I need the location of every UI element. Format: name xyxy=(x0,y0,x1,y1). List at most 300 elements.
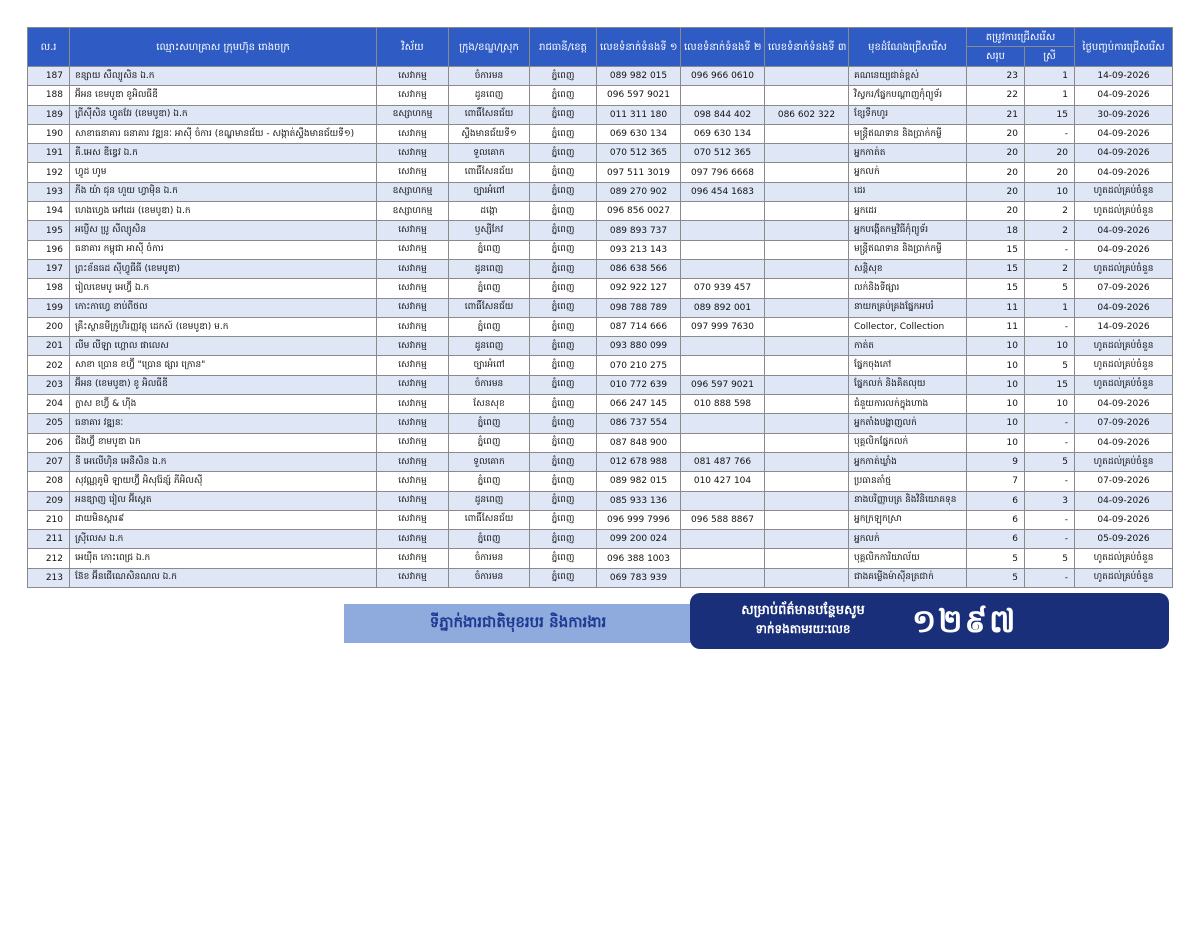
cell-female: - xyxy=(1025,433,1075,452)
cell-no: 202 xyxy=(28,356,70,375)
cell-female: 2 xyxy=(1025,259,1075,278)
table-row xyxy=(28,144,1173,163)
header-position: មុខដំណែងជ្រើសរើស xyxy=(849,28,967,67)
cell-position: ជំនួយការលក់ក្នុងហាង xyxy=(849,395,967,414)
header-phone-2: លេខទំនាក់ទំនងទី ២ xyxy=(681,28,765,67)
cell-deadline: 04-09-2026 xyxy=(1075,240,1173,259)
cell-no: 192 xyxy=(28,163,70,182)
cell-phone-3 xyxy=(765,240,849,259)
table-row xyxy=(28,163,1173,182)
cell-deadline: ហូតដល់គ្រប់ចំនួន xyxy=(1075,375,1173,394)
cell-company-name: នី អេលើហ៊ិន អេនីសិន ឯ.ក xyxy=(70,452,377,471)
cell-female: 5 xyxy=(1025,356,1075,375)
cell-phone-2: 096 966 0610 xyxy=(681,67,765,86)
cell-province: ភ្នំពេញ xyxy=(530,549,597,568)
cell-position: ផ្នែកលក់ និងគិតលុយ xyxy=(849,375,967,394)
cell-female: 20 xyxy=(1025,144,1075,163)
cell-phone-2: 097 999 7630 xyxy=(681,317,765,336)
table-row xyxy=(28,124,1173,143)
table-row xyxy=(28,549,1173,568)
table-row xyxy=(28,337,1173,356)
cell-phone-3 xyxy=(765,491,849,510)
cell-sector: សេវាកម្ម xyxy=(377,491,449,510)
cell-district: ភ្នំពេញ xyxy=(449,530,530,549)
cell-sector: សេវាកម្ម xyxy=(377,86,449,105)
cell-phone-3 xyxy=(765,86,849,105)
cell-no: 196 xyxy=(28,240,70,259)
cell-district: ពោធិ៍សែនជ័យ xyxy=(449,298,530,317)
cell-position: នាងបរិញ្ញាបត្រ និងវិនិយោគទុន xyxy=(849,491,967,510)
cell-total: 9 xyxy=(967,452,1025,471)
table-row xyxy=(28,510,1173,529)
cell-position: អ្នកកាត់ត xyxy=(849,144,967,163)
cell-phone-3 xyxy=(765,298,849,317)
agency-name: ទីភ្នាក់ងារជាតិមុខរបរ និងការងារ xyxy=(429,612,607,631)
cell-province: ភ្នំពេញ xyxy=(530,298,597,317)
cell-phone-2: 096 588 8867 xyxy=(681,510,765,529)
cell-sector: សេវាកម្ម xyxy=(377,530,449,549)
cell-company-name: កោះកាហ្វេ ខាប់ពីថល xyxy=(70,298,377,317)
cell-total: 20 xyxy=(967,202,1025,221)
cell-no: 187 xyxy=(28,67,70,86)
cell-province: ភ្នំពេញ xyxy=(530,182,597,201)
cell-company-name: គី.អេស ឌីឌ្វេវ ឯ.ក xyxy=(70,144,377,163)
cell-deadline: 30-09-2026 xyxy=(1075,105,1173,124)
cell-no: 194 xyxy=(28,202,70,221)
cell-position: អ្នកកាត់ឃ្លាំង xyxy=(849,452,967,471)
table-row xyxy=(28,240,1173,259)
cell-total: 20 xyxy=(967,163,1025,182)
cell-deadline: ហូតដល់គ្រប់ចំនួន xyxy=(1075,337,1173,356)
cell-company-name: ក្លាស ខហ្វ៊ី & ហ៊ីង xyxy=(70,395,377,414)
cell-no: 207 xyxy=(28,452,70,471)
cell-phone-2 xyxy=(681,356,765,375)
cell-company-name: ខន្សាយ សឺល្យូសិន ឯ.ក xyxy=(70,67,377,86)
cell-no: 199 xyxy=(28,298,70,317)
cell-phone-1: 085 933 136 xyxy=(597,491,681,510)
cell-position: Collector, Collection xyxy=(849,317,967,336)
cell-total: 10 xyxy=(967,395,1025,414)
cell-total: 15 xyxy=(967,279,1025,298)
cell-district: ដង្កោ xyxy=(449,202,530,221)
cell-position: មន្ត្រីឥណទាន និងប្រាក់កម្ចី xyxy=(849,124,967,143)
cell-female: 10 xyxy=(1025,337,1075,356)
cell-company-name: ស្រ៊ីលេស ឯ.ក xyxy=(70,530,377,549)
cell-total: 6 xyxy=(967,530,1025,549)
cell-sector: សេវាកម្ម xyxy=(377,240,449,259)
cell-phone-2 xyxy=(681,202,765,221)
cell-deadline: ហូតដល់គ្រប់ចំនួន xyxy=(1075,182,1173,201)
cell-deadline: 04-09-2026 xyxy=(1075,491,1173,510)
cell-position: ប្រធានតាំថ្ម xyxy=(849,472,967,491)
cell-district: ទួលគោក xyxy=(449,452,530,471)
cell-deadline: 05-09-2026 xyxy=(1075,530,1173,549)
cell-sector: សេវាកម្ម xyxy=(377,144,449,163)
cell-phone-3 xyxy=(765,414,849,433)
cell-phone-3 xyxy=(765,124,849,143)
cell-female: 15 xyxy=(1025,105,1075,124)
cell-company-name: ព្រីស៊ីសិន ហ្វូតវែរ (ខេមបូឌា) ឯ.ក xyxy=(70,105,377,124)
cell-deadline: ហូតដល់គ្រប់ចំនួន xyxy=(1075,452,1173,471)
cell-company-name: ន៊ែខ អ៊ីនជើណេសិនណល ឯ.ក xyxy=(70,568,377,587)
cell-total: 15 xyxy=(967,259,1025,278)
cell-total: 11 xyxy=(967,298,1025,317)
cell-no: 188 xyxy=(28,86,70,105)
cell-province: ភ្នំពេញ xyxy=(530,491,597,510)
cell-sector: សេវាកម្ម xyxy=(377,356,449,375)
cell-sector: ឧស្សាហកម្ម xyxy=(377,105,449,124)
cell-sector: សេវាកម្ម xyxy=(377,298,449,317)
cell-sector: សេវាកម្ម xyxy=(377,67,449,86)
cell-no: 206 xyxy=(28,433,70,452)
cell-phone-3 xyxy=(765,182,849,201)
cell-district: ពោធិ៍សែនជ័យ xyxy=(449,105,530,124)
cell-female: - xyxy=(1025,472,1075,491)
cell-total: 10 xyxy=(967,375,1025,394)
cell-total: 20 xyxy=(967,124,1025,143)
table-row xyxy=(28,530,1173,549)
cell-phone-3 xyxy=(765,337,849,356)
cell-company-name: ព្រះខ័នធដ ស៊ីហ្វូធីធី (ខេមបូឌា) xyxy=(70,259,377,278)
cell-deadline: ហូតដល់គ្រប់ចំនួន xyxy=(1075,568,1173,587)
cell-phone-1: 092 922 127 xyxy=(597,279,681,298)
cell-deadline: 04-09-2026 xyxy=(1075,221,1173,240)
cell-deadline: 04-09-2026 xyxy=(1075,433,1173,452)
cell-position: ដេរ xyxy=(849,182,967,201)
cell-company-name: សុវណ្ណភូមិ ឡាយហ្វ៊ី អិសុរ៉ែន្ស៍ ភីអិលស៊ី xyxy=(70,472,377,491)
cell-position: អ្នកក្រឡុកស្រា xyxy=(849,510,967,529)
cell-district: ចំការមន xyxy=(449,549,530,568)
cell-district: ដូនពេញ xyxy=(449,259,530,278)
cell-female: 2 xyxy=(1025,202,1075,221)
table-row xyxy=(28,182,1173,201)
cell-province: ភ្នំពេញ xyxy=(530,202,597,221)
cell-sector: សេវាកម្ម xyxy=(377,452,449,471)
cell-phone-2 xyxy=(681,240,765,259)
cell-no: 213 xyxy=(28,568,70,587)
cell-no: 193 xyxy=(28,182,70,201)
cell-phone-3 xyxy=(765,67,849,86)
cell-phone-2: 010 427 104 xyxy=(681,472,765,491)
cell-deadline: 04-09-2026 xyxy=(1075,144,1173,163)
cell-phone-2 xyxy=(681,491,765,510)
cell-district: ស្ទឹងមានជ័យទី១ xyxy=(449,124,530,143)
cell-no: 211 xyxy=(28,530,70,549)
cell-phone-1: 066 247 145 xyxy=(597,395,681,414)
cell-total: 10 xyxy=(967,356,1025,375)
cell-total: 5 xyxy=(967,549,1025,568)
cell-district: ពោធិ៍សែនជ័យ xyxy=(449,163,530,182)
cell-phone-3 xyxy=(765,510,849,529)
cell-province: ភ្នំពេញ xyxy=(530,163,597,182)
cell-phone-2: 098 844 402 xyxy=(681,105,765,124)
cell-female: 1 xyxy=(1025,298,1075,317)
cell-company-name: អនឌ្យាញ រៀល អ៊ីស្តេត xyxy=(70,491,377,510)
cell-total: 6 xyxy=(967,510,1025,529)
cell-position: វិស្វករ/ផ្នែកបណ្ដាញកុំព្យូទ័រ xyxy=(849,86,967,105)
cell-total: 10 xyxy=(967,337,1025,356)
cell-position: អ្នកដេរ xyxy=(849,202,967,221)
header-sector: វិស័យ xyxy=(377,28,449,67)
cell-district: ភ្នំពេញ xyxy=(449,279,530,298)
cell-position: បុគ្គលិកផ្នែកលក់ xyxy=(849,433,967,452)
cell-province: ភ្នំពេញ xyxy=(530,221,597,240)
table-row xyxy=(28,202,1173,221)
info-line-1: សម្រាប់ព័ត៌មានបន្ថែមសូម xyxy=(741,603,865,618)
header-phone-1: លេខទំនាក់ទំនងទី ១ xyxy=(597,28,681,67)
cell-female: - xyxy=(1025,414,1075,433)
cell-phone-3 xyxy=(765,202,849,221)
cell-province: ភ្នំពេញ xyxy=(530,510,597,529)
cell-province: ភ្នំពេញ xyxy=(530,568,597,587)
cell-phone-2 xyxy=(681,549,765,568)
cell-phone-2: 096 597 9021 xyxy=(681,375,765,394)
cell-sector: សេវាកម្ម xyxy=(377,472,449,491)
cell-phone-1: 069 630 134 xyxy=(597,124,681,143)
cell-phone-1: 098 788 789 xyxy=(597,298,681,317)
cell-district: ច្បារអំពៅ xyxy=(449,182,530,201)
cell-company-name: រៀលខេមបូ អេហ្វ៊ី ឯ.ក xyxy=(70,279,377,298)
cell-phone-3 xyxy=(765,433,849,452)
cell-deadline: 04-09-2026 xyxy=(1075,298,1173,317)
cell-district: ច្បារអំពៅ xyxy=(449,356,530,375)
cell-sector: សេវាកម្ម xyxy=(377,395,449,414)
cell-phone-2: 070 512 365 xyxy=(681,144,765,163)
cell-female: 5 xyxy=(1025,279,1075,298)
table-row xyxy=(28,279,1173,298)
header-total: សរុប xyxy=(967,47,1025,67)
cell-phone-2: 096 454 1683 xyxy=(681,182,765,201)
cell-deadline: ហូតដល់គ្រប់ចំនួន xyxy=(1075,356,1173,375)
cell-total: 10 xyxy=(967,433,1025,452)
cell-phone-3 xyxy=(765,279,849,298)
cell-district: ភ្នំពេញ xyxy=(449,317,530,336)
cell-phone-1: 097 511 3019 xyxy=(597,163,681,182)
cell-phone-1: 093 880 099 xyxy=(597,337,681,356)
cell-total: 22 xyxy=(967,86,1025,105)
table-row xyxy=(28,317,1173,336)
header-company-name: ឈ្មោះសហគ្រាស ក្រុមហ៊ុន រោងចក្រ xyxy=(70,28,377,67)
cell-no: 201 xyxy=(28,337,70,356)
cell-phone-2: 069 630 134 xyxy=(681,124,765,143)
cell-district: ចំការមន xyxy=(449,375,530,394)
cell-district: សែនសុខ xyxy=(449,395,530,414)
hotline-number: ១២៩៧ xyxy=(912,602,1018,640)
cell-company-name: ធនាគារ វឌ្ឍនៈ xyxy=(70,414,377,433)
cell-phone-3 xyxy=(765,356,849,375)
table-row xyxy=(28,356,1173,375)
cell-no: 210 xyxy=(28,510,70,529)
cell-district: ទួលគោក xyxy=(449,144,530,163)
cell-sector: ឧស្សាហកម្ម xyxy=(377,202,449,221)
cell-province: ភ្នំពេញ xyxy=(530,317,597,336)
cell-total: 23 xyxy=(967,67,1025,86)
cell-deadline: ហូតដល់គ្រប់ចំនួន xyxy=(1075,259,1173,278)
cell-position: ផ្នែកចុងភៅ xyxy=(849,356,967,375)
cell-deadline: 04-09-2026 xyxy=(1075,124,1173,143)
cell-phone-3 xyxy=(765,472,849,491)
cell-position: មន្ត្រីឥណទាន និងប្រាក់កម្ចី xyxy=(849,240,967,259)
cell-no: 209 xyxy=(28,491,70,510)
cell-sector: សេវាកម្ម xyxy=(377,317,449,336)
cell-female: 10 xyxy=(1025,182,1075,201)
cell-phone-1: 089 982 015 xyxy=(597,472,681,491)
cell-female: 15 xyxy=(1025,375,1075,394)
header-deadline: ថ្ងៃបញ្ចប់ការជ្រើសរើស xyxy=(1075,28,1173,67)
cell-female: - xyxy=(1025,124,1075,143)
header-demand: តម្រូវការជ្រើសរើស xyxy=(967,28,1075,47)
cell-phone-3 xyxy=(765,144,849,163)
cell-phone-2: 097 796 6668 xyxy=(681,163,765,182)
cell-deadline: ហូតដល់គ្រប់ចំនួន xyxy=(1075,202,1173,221)
cell-position: បុគ្គលិកការិយាល័យ xyxy=(849,549,967,568)
table-row xyxy=(28,414,1173,433)
cell-total: 21 xyxy=(967,105,1025,124)
cell-phone-1: 089 270 902 xyxy=(597,182,681,201)
cell-province: ភ្នំពេញ xyxy=(530,105,597,124)
cell-phone-1: 096 597 9021 xyxy=(597,86,681,105)
cell-deadline: 14-09-2026 xyxy=(1075,317,1173,336)
cell-female: 20 xyxy=(1025,163,1075,182)
cell-phone-3 xyxy=(765,259,849,278)
cell-total: 15 xyxy=(967,240,1025,259)
cell-female: 3 xyxy=(1025,491,1075,510)
table-row xyxy=(28,105,1173,124)
table-row xyxy=(28,67,1173,86)
cell-company-name: សាខាធនាគារ ធនាគារ វឌ្ឍនៈ អាស៊ី ចំការ (ខណ្ឌមានជ័យ - សង្កាត់ស្ទឹងមានជ័យទី១) xyxy=(70,124,377,143)
cell-phone-3 xyxy=(765,221,849,240)
cell-phone-2 xyxy=(681,568,765,587)
cell-female: 5 xyxy=(1025,452,1075,471)
cell-phone-2 xyxy=(681,337,765,356)
header-phone-3: លេខទំនាក់ទំនងទី ៣ xyxy=(765,28,849,67)
cell-phone-1: 096 856 0027 xyxy=(597,202,681,221)
cell-phone-3: 086 602 322 xyxy=(765,105,849,124)
cell-phone-1: 089 893 737 xyxy=(597,221,681,240)
table-row xyxy=(28,375,1173,394)
cell-company-name: អេយ៉ឺត កោះពេជ្រ ឯ.ក xyxy=(70,549,377,568)
cell-province: ភ្នំពេញ xyxy=(530,124,597,143)
cell-no: 190 xyxy=(28,124,70,143)
cell-sector: សេវាកម្ម xyxy=(377,375,449,394)
cell-company-name: ជីងហ្វ៊ី ខាមបូឌា ឯក xyxy=(70,433,377,452)
cell-district: ដូនពេញ xyxy=(449,491,530,510)
cell-no: 203 xyxy=(28,375,70,394)
cell-phone-2: 070 939 457 xyxy=(681,279,765,298)
cell-province: ភ្នំពេញ xyxy=(530,67,597,86)
cell-phone-1: 070 512 365 xyxy=(597,144,681,163)
cell-female: - xyxy=(1025,568,1075,587)
cell-phone-1: 096 999 7996 xyxy=(597,510,681,529)
cell-deadline: 14-09-2026 xyxy=(1075,67,1173,86)
cell-company-name: លីម លីឡា ហ្គោល ផាលេស xyxy=(70,337,377,356)
cell-deadline: 04-09-2026 xyxy=(1075,395,1173,414)
cell-female: 2 xyxy=(1025,221,1075,240)
table-row xyxy=(28,472,1173,491)
cell-phone-1: 093 213 143 xyxy=(597,240,681,259)
agency-banner xyxy=(344,604,692,643)
cell-deadline: 07-09-2026 xyxy=(1075,414,1173,433)
cell-phone-2 xyxy=(681,414,765,433)
cell-phone-2 xyxy=(681,221,765,240)
cell-district: ពោធិ៍សែនជ័យ xyxy=(449,510,530,529)
cell-province: ភ្នំពេញ xyxy=(530,240,597,259)
header-province: រាជធានី/ខេត្ត xyxy=(530,28,597,67)
cell-female: - xyxy=(1025,317,1075,336)
cell-district: ឫស្សីកែវ xyxy=(449,221,530,240)
cell-position: សន្តិសុខ xyxy=(849,259,967,278)
cell-phone-3 xyxy=(765,163,849,182)
cell-company-name: ហេងហ្វេង អៅដេរ (ខេមបូឌា) ឯ.ក xyxy=(70,202,377,221)
cell-district: ចំការមន xyxy=(449,67,530,86)
cell-company-name: សាខា ប្រោន ខហ្វ៊ី "ប្រោន ផ្សារ ក្រោន" xyxy=(70,356,377,375)
cell-phone-1: 087 848 900 xyxy=(597,433,681,452)
cell-total: 6 xyxy=(967,491,1025,510)
cell-province: ភ្នំពេញ xyxy=(530,279,597,298)
cell-province: ភ្នំពេញ xyxy=(530,144,597,163)
cell-phone-1: 087 714 666 xyxy=(597,317,681,336)
table-row xyxy=(28,259,1173,278)
cell-female: 1 xyxy=(1025,86,1075,105)
cell-total: 20 xyxy=(967,144,1025,163)
cell-phone-3 xyxy=(765,530,849,549)
cell-sector: សេវាកម្ម xyxy=(377,124,449,143)
table-row xyxy=(28,298,1173,317)
cell-position: ខ្សែទឹកហូរ xyxy=(849,105,967,124)
info-line-2: ទាក់ទងតាមរយៈលេខ xyxy=(755,622,851,636)
cell-deadline: 07-09-2026 xyxy=(1075,279,1173,298)
cell-no: 197 xyxy=(28,259,70,278)
cell-female: - xyxy=(1025,240,1075,259)
cell-position: នាយកគ្រប់គ្រងផ្នែកអបរំ xyxy=(849,298,967,317)
cell-total: 10 xyxy=(967,414,1025,433)
cell-position: អ្នកលក់ xyxy=(849,530,967,549)
cell-no: 205 xyxy=(28,414,70,433)
cell-sector: សេវាកម្ម xyxy=(377,279,449,298)
cell-position: លក់និងទីផ្សារ xyxy=(849,279,967,298)
cell-phone-3 xyxy=(765,452,849,471)
cell-sector: សេវាកម្ម xyxy=(377,221,449,240)
cell-district: ភ្នំពេញ xyxy=(449,414,530,433)
cell-phone-2 xyxy=(681,86,765,105)
cell-position: អ្នកបង្កើតកម្មវិធីកុំព្យូទ័រ xyxy=(849,221,967,240)
cell-total: 20 xyxy=(967,182,1025,201)
cell-phone-2: 010 888 598 xyxy=(681,395,765,414)
cell-district: ភ្នំពេញ xyxy=(449,433,530,452)
cell-province: ភ្នំពេញ xyxy=(530,86,597,105)
cell-phone-2 xyxy=(681,259,765,278)
cell-total: 7 xyxy=(967,472,1025,491)
cell-female: - xyxy=(1025,510,1075,529)
cell-phone-2 xyxy=(681,530,765,549)
cell-province: ភ្នំពេញ xyxy=(530,414,597,433)
cell-sector: ឧស្សាហកម្ម xyxy=(377,182,449,201)
cell-deadline: 04-09-2026 xyxy=(1075,510,1173,529)
cell-phone-3 xyxy=(765,395,849,414)
hotline-banner xyxy=(690,593,1169,649)
cell-phone-3 xyxy=(765,568,849,587)
cell-district: ភ្នំពេញ xyxy=(449,240,530,259)
cell-sector: សេវាកម្ម xyxy=(377,568,449,587)
cell-province: ភ្នំពេញ xyxy=(530,530,597,549)
cell-female: - xyxy=(1025,530,1075,549)
cell-deadline: ហូតដល់គ្រប់ចំនួន xyxy=(1075,549,1173,568)
cell-company-name: ភីង យ៉ា ជុន ហួយ ហ្វាម៉ិន ឯ.ក xyxy=(70,182,377,201)
cell-province: ភ្នំពេញ xyxy=(530,356,597,375)
cell-province: ភ្នំពេញ xyxy=(530,433,597,452)
header-no: ល.រ xyxy=(28,28,70,67)
cell-sector: សេវាកម្ម xyxy=(377,259,449,278)
